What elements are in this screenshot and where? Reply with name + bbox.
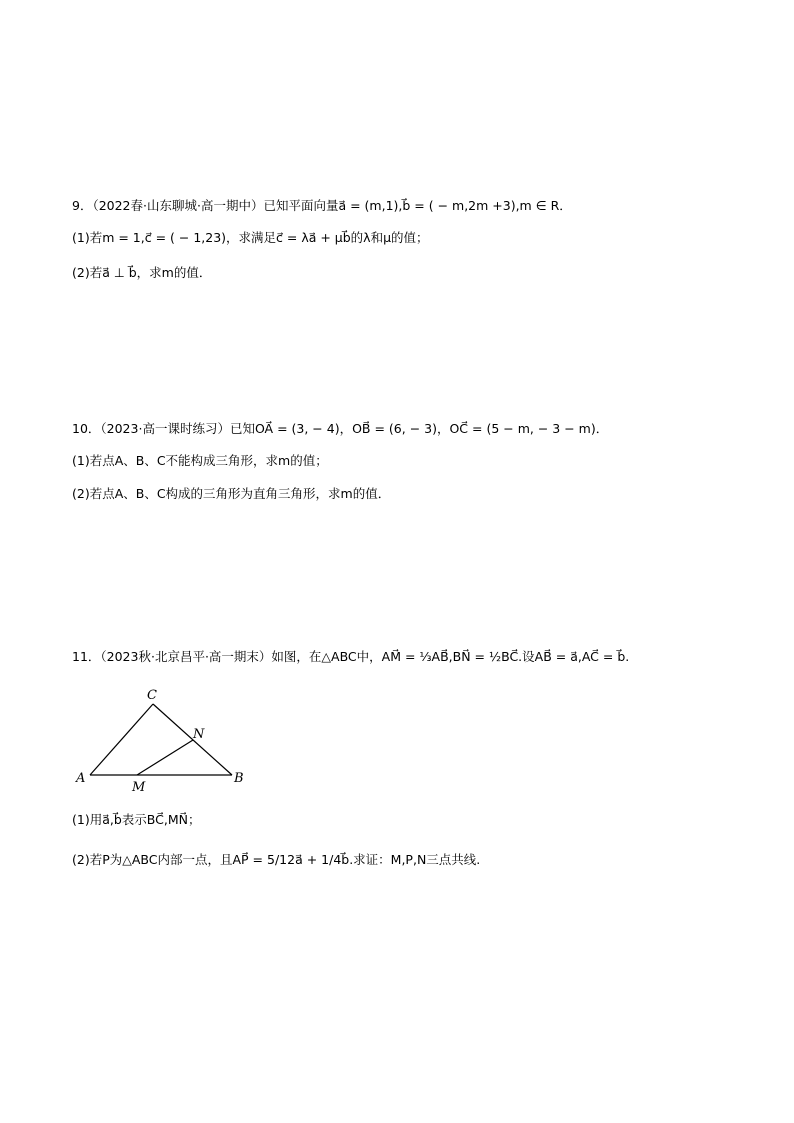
- question-11-part-1: (1)用a⃗,b⃗表示BC⃗,MN⃗；: [72, 812, 201, 827]
- question-11-part-2: (2)若P为△ABC内部一点，且AP⃗ = 5/12a⃗ + 1/4b⃗.求证：M,P,N三点共线.: [72, 852, 481, 867]
- question-9-stem: 9．（2022春·山东聊城·高一期中）已知平面向量a⃗ = (m,1),b⃗ = ( − m,2m +3),m ∈ R．: [72, 198, 572, 213]
- label-c: C: [147, 688, 157, 703]
- question-9-part-2: (2)若a⃗ ⊥ b⃗，求m的值．: [72, 265, 212, 280]
- label-a: A: [76, 771, 86, 786]
- question-11-stem: 11．（2023秋·北京昌平·高一期末）如图，在△ABC中，AM⃗ = ⅓AB⃗,BN⃗ = ½BC⃗.设AB⃗ = a⃗,AC⃗ = b⃗.: [72, 649, 630, 664]
- label-m: M: [132, 780, 146, 795]
- segment-mn: [137, 740, 193, 775]
- question-10-stem: 10．（2023·高一课时练习）已知OA⃗ = (3, − 4)，OB⃗ = (6, − 3)，OC⃗ = (5 − m, − 3 − m)．: [72, 421, 609, 436]
- question-10-part-1: (1)若点A、B、C不能构成三角形，求m的值；: [72, 453, 328, 468]
- triangle-figure: [72, 683, 262, 798]
- label-n: N: [193, 727, 205, 742]
- label-b: B: [234, 771, 244, 786]
- question-10-part-2: (2)若点A、B、C构成的三角形为直角三角形，求m的值．: [72, 486, 391, 501]
- question-9-part-1: (1)若m = 1,c⃗ = ( − 1,23)，求满足c⃗ = λa⃗ + μb⃗的λ和μ的值；: [72, 230, 429, 245]
- side-ac: [90, 704, 153, 775]
